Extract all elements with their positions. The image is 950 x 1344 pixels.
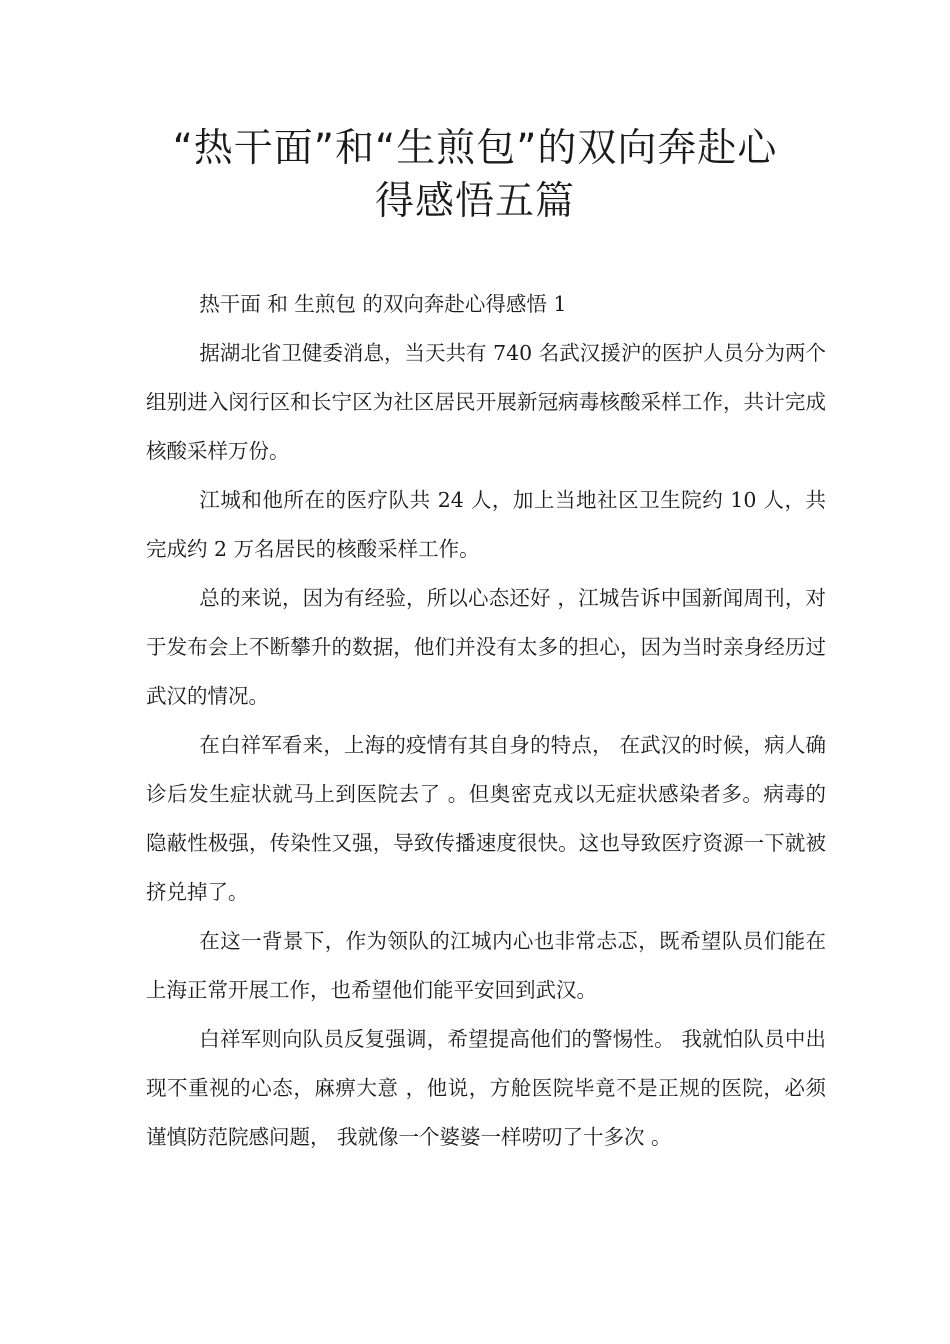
section-heading: 热干面 和 生煎包 的双向奔赴心得感悟 1 [199,292,567,316]
document-body [146,280,826,1162]
document-title [130,122,820,228]
paragraph: 白祥军则向队员反复强调，希望提高他们的警惕性。 我就怕队员中出现不重视的心态，麻痹大意 ，他说，方舱医院毕竟不是正规的医院，必须谨慎防范院感问题， 我就像一个婆婆一样唠叨了十多次 。 [146,1027,826,1149]
document-title-line-2: 得感悟五篇 [374,179,575,224]
paragraph: 在这一背景下，作为领队的江城内心也非常忐忑，既希望队员们能在上海正常开展工作，也希望他们能平安回到武汉。 [146,929,826,1002]
paragraph: 在白祥军看来，上海的疫情有其自身的特点， 在武汉的时候，病人确诊后发生症状就马上到医院去了 。但奥密克戎以无症状感染者多。病毒的隐蔽性极强，传染性又强，导致传播速度很快。这也导致医疗资源一下就被挤兑掉了。 [146,733,826,904]
paragraph: 总的来说，因为有经验，所以心态还好 ，江城告诉中国新闻周刊，对于发布会上不断攀升的数据，他们并没有太多的担心，因为当时亲身经历过武汉的情况。 [146,586,826,708]
document-title-line-1: “热干面”和“生煎包”的双向奔赴心 [172,126,778,171]
paragraph: 据湖北省卫健委消息，当天共有 740 名武汉援沪的医护人员分为两个组别进入闵行区和长宁区为社区居民开展新冠病毒核酸采样工作，共计完成核酸采样万份。 [146,341,826,463]
paragraph: 江城和他所在的医疗队共 24 人，加上当地社区卫生院约 10 人，共完成约 2 万名居民的核酸采样工作。 [146,488,826,561]
